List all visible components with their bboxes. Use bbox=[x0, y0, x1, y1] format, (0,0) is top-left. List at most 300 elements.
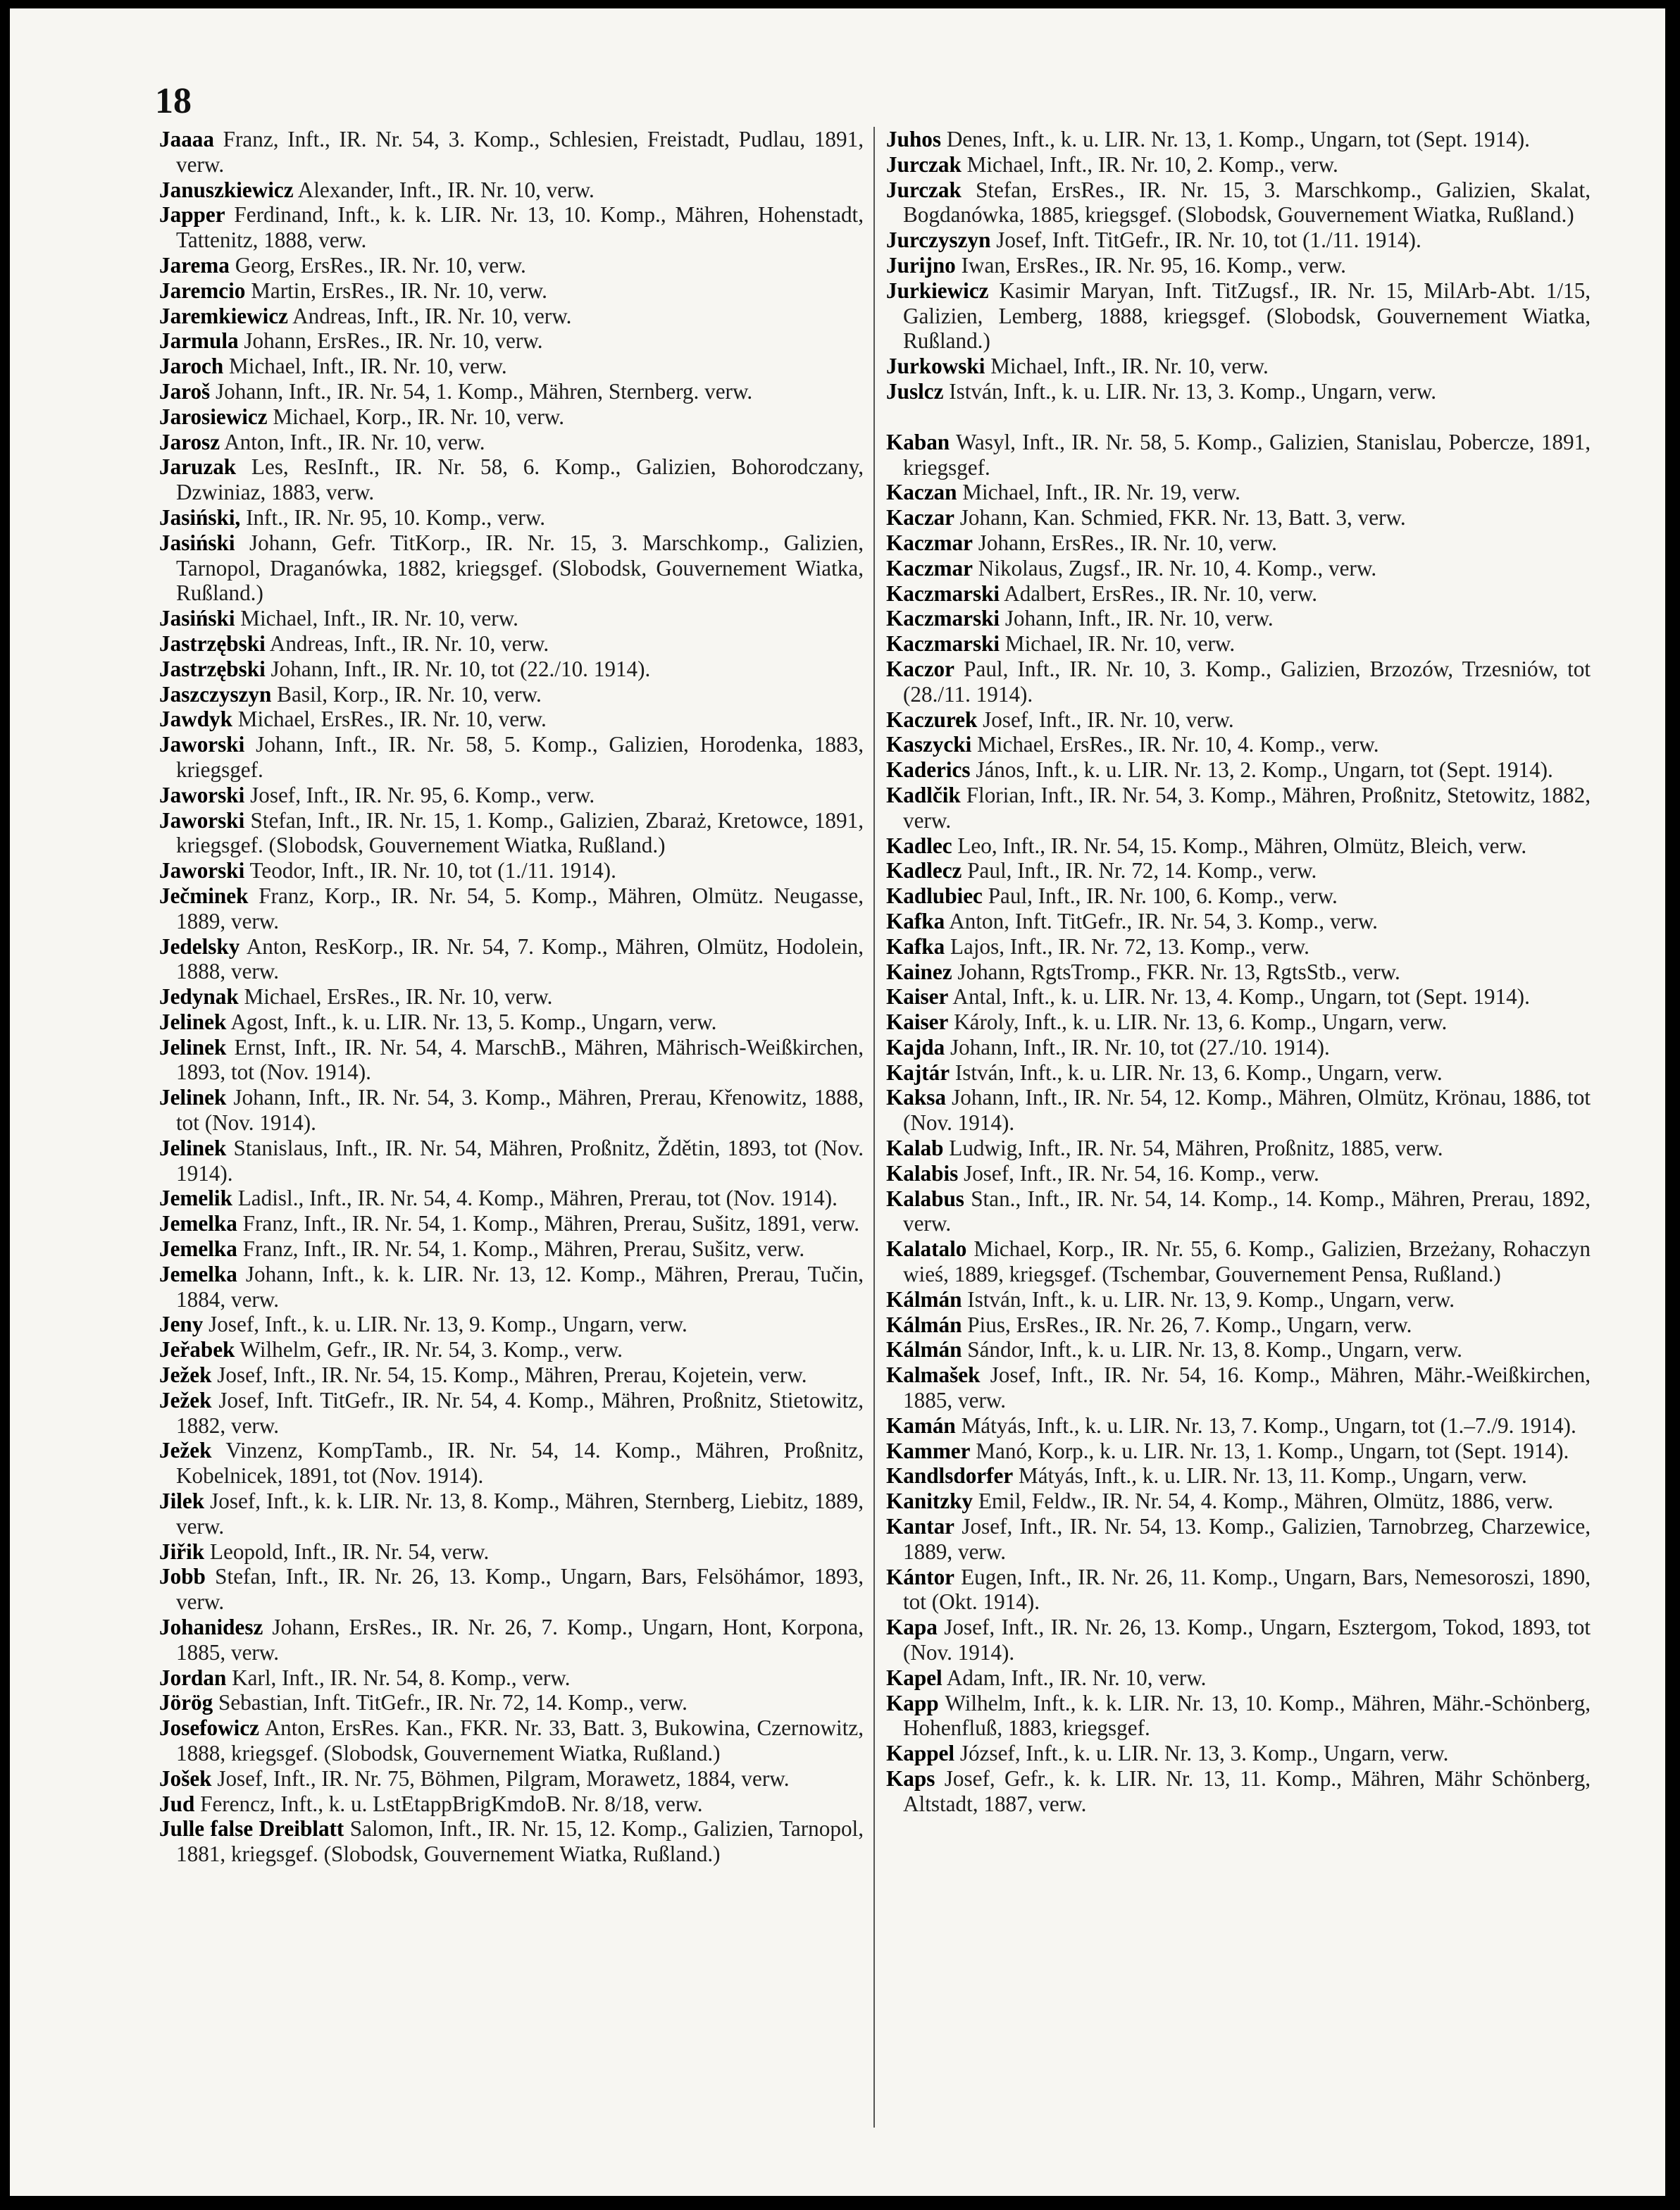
entry-details: Anton, Inft. TitGefr., IR. Nr. 54, 3. Komp., verw. bbox=[945, 908, 1378, 933]
list-entry bbox=[886, 883, 1591, 909]
entry-surname: Kainez bbox=[886, 959, 952, 984]
entry-details: Károly, Inft., k. u. LIR. Nr. 13, 6. Komp., Ungarn, verw. bbox=[948, 1010, 1448, 1035]
list-entry bbox=[886, 1665, 1591, 1691]
list-entry bbox=[159, 1615, 864, 1665]
entry-surname: Kalab bbox=[886, 1136, 944, 1161]
list-entry bbox=[886, 707, 1591, 733]
entry-details: Anton, ErsRes. Kan., FKR. Nr. 33, Batt. 3, Bukowina, Czernowitz, 1888, kriegsgef. (Slobodsk, Gouvernement Wiatka, Rußland.) bbox=[176, 1715, 864, 1765]
list-entry bbox=[159, 883, 864, 934]
entry-details: Iwan, ErsRes., IR. Nr. 95, 16. Komp., verw. bbox=[955, 252, 1346, 278]
entry-details: Michael, Inft., IR. Nr. 10, verw. bbox=[223, 354, 507, 379]
list-entry bbox=[159, 304, 864, 329]
entry-surname: Jelinek bbox=[159, 1135, 227, 1160]
entry-details: Wasyl, Inft., IR. Nr. 58, 5. Komp., Galizien, Stanislau, Pobercze, 1891, kriegsgef. bbox=[903, 429, 1591, 480]
entry-details: Ludwig, Inft., IR. Nr. 54, Mähren, Proßnitz, 1885, verw. bbox=[943, 1136, 1443, 1161]
entry-surname: Kaszycki bbox=[886, 732, 972, 757]
entry-details: Josef, Inft., k. u. LIR. Nr. 13, 9. Komp., Ungarn, verw. bbox=[203, 1312, 687, 1337]
list-entry bbox=[886, 1236, 1591, 1287]
entry-details: Josef, Inft., IR. Nr. 95, 6. Komp., verw. bbox=[244, 782, 595, 807]
entry-details: Wilhelm, Inft., k. k. LIR. Nr. 13, 10. Komp., Mähren, Mähr.-Schönberg, Hohenfluß, 1883, kriegsgef. bbox=[903, 1690, 1591, 1741]
entry-details: Johann, Inft., IR. Nr. 54, 3. Komp., Mähren, Prerau, Křenowitz, 1888, tot (Nov. 1914). bbox=[176, 1085, 864, 1136]
entry-details: Johann, ErsRes., IR. Nr. 10, verw. bbox=[238, 328, 543, 354]
list-entry bbox=[159, 1136, 864, 1186]
entry-surname: Jaworski bbox=[159, 807, 245, 833]
entry-details: Mátyás, Inft., k. u. LIR. Nr. 13, 7. Komp., Ungarn, tot (1.–7./9. 1914). bbox=[955, 1413, 1576, 1438]
list-entry bbox=[159, 1665, 864, 1691]
list-entry bbox=[886, 833, 1591, 859]
list-entry bbox=[159, 707, 864, 732]
list-entry bbox=[159, 1262, 864, 1312]
entry-surname: Jedynak bbox=[159, 984, 239, 1010]
entry-surname: Jud bbox=[159, 1791, 195, 1816]
list-entry bbox=[886, 732, 1591, 757]
list-entry bbox=[159, 1337, 864, 1362]
list-entry bbox=[159, 934, 864, 985]
list-entry bbox=[886, 1514, 1591, 1565]
entry-surname: Jordan bbox=[159, 1665, 227, 1690]
document-page bbox=[10, 8, 1665, 2196]
list-entry bbox=[886, 127, 1591, 152]
entry-surname: Kammer bbox=[886, 1438, 971, 1463]
list-entry bbox=[159, 278, 864, 304]
entry-surname: Jurkowski bbox=[886, 354, 985, 379]
entry-surname: Jemelka bbox=[159, 1236, 237, 1262]
entry-surname: Kaczan bbox=[886, 480, 957, 505]
entry-details: Karl, Inft., IR. Nr. 54, 8. Komp., verw. bbox=[226, 1665, 571, 1690]
list-entry bbox=[886, 152, 1591, 178]
entry-surname: Jarosz bbox=[159, 429, 220, 454]
entry-details: Michael, Inft., IR. Nr. 19, verw. bbox=[957, 480, 1240, 505]
entry-details: Paul, Inft., IR. Nr. 10, 3. Komp., Galizien, Brzozów, Trzesniów, tot (28./11. 1914). bbox=[903, 656, 1591, 707]
entry-details: Emil, Feldw., IR. Nr. 54, 4. Komp., Mähren, Olmütz, 1886, verw. bbox=[973, 1489, 1554, 1514]
entry-surname: Kadlubiec bbox=[886, 883, 983, 909]
entry-details: Josef, Inft., IR. Nr. 75, Böhmen, Pilgram, Morawetz, 1884, verw. bbox=[211, 1765, 790, 1791]
entry-details: Franz, Korp., IR. Nr. 54, 5. Komp., Mähren, Olmütz. Neugasse, 1889, verw. bbox=[176, 883, 864, 933]
list-entry bbox=[886, 909, 1591, 934]
page-number: 18 bbox=[155, 81, 192, 121]
entry-surname: Jaremkiewicz bbox=[159, 303, 289, 328]
list-entry bbox=[886, 757, 1591, 783]
entry-details: Andreas, Inft., IR. Nr. 10, verw. bbox=[265, 631, 549, 656]
entry-details: Josef, Inft., IR. Nr. 10, verw. bbox=[977, 707, 1234, 732]
entry-surname: Kaczmarski bbox=[886, 631, 1000, 657]
entry-details: Ladisl., Inft., IR. Nr. 54, 4. Komp., Mähren, Prerau, tot (Nov. 1914). bbox=[232, 1186, 838, 1211]
entry-details: Michael, IR. Nr. 10, verw. bbox=[1000, 631, 1236, 657]
entry-surname: Jasiński bbox=[159, 606, 235, 631]
list-entry bbox=[159, 530, 864, 606]
list-entry bbox=[159, 1211, 864, 1236]
list-entry bbox=[886, 657, 1591, 707]
list-entry bbox=[886, 1035, 1591, 1060]
entry-details: Josef, Inft., IR. Nr. 26, 13. Komp., Ungarn, Esztergom, Tokod, 1893, tot (Nov. 1914). bbox=[903, 1615, 1591, 1665]
list-entry bbox=[886, 1085, 1591, 1136]
entry-surname: Jaroch bbox=[159, 354, 224, 379]
right-column bbox=[886, 127, 1591, 1817]
entry-details: Antal, Inft., k. u. LIR. Nr. 13, 4. Komp., Ungarn, tot (Sept. 1914). bbox=[948, 984, 1530, 1010]
entry-details: Michael, Korp., IR. Nr. 55, 6. Komp., Galizien, Brzeżany, Rohaczyn wieś, 1889, kriegsgef. (Tschembar, Gouvernement Pensa, Rußland.) bbox=[903, 1236, 1591, 1287]
entry-surname: Kapa bbox=[886, 1615, 938, 1640]
list-entry bbox=[159, 984, 864, 1010]
entry-details: Leopold, Inft., IR. Nr. 54, verw. bbox=[204, 1539, 490, 1564]
entry-surname: Januszkiewicz bbox=[159, 177, 294, 202]
list-entry bbox=[886, 1312, 1591, 1338]
list-entry bbox=[159, 1690, 864, 1715]
list-entry bbox=[159, 1816, 864, 1867]
entry-details: Michael, Korp., IR. Nr. 10, verw. bbox=[267, 404, 565, 429]
section-gap bbox=[886, 404, 1591, 430]
entry-surname: Kaczar bbox=[886, 505, 954, 530]
list-entry bbox=[159, 127, 864, 178]
entry-details: Franz, Inft., IR. Nr. 54, 1. Komp., Mähren, Prerau, Sušitz, 1891, verw. bbox=[237, 1211, 860, 1236]
list-entry bbox=[886, 354, 1591, 379]
entry-surname: Jurijno bbox=[886, 252, 956, 278]
list-entry bbox=[886, 505, 1591, 530]
entry-details: Lajos, Inft., IR. Nr. 72, 13. Komp., verw. bbox=[945, 933, 1309, 959]
entry-surname: Kálmán bbox=[886, 1286, 962, 1312]
entry-surname: Kappel bbox=[886, 1741, 955, 1766]
entry-details: Johann, Inft., IR. Nr. 54, 12. Komp., Mähren, Olmütz, Krönau, 1886, tot (Nov. 1914). bbox=[903, 1085, 1591, 1136]
entry-surname: Jaaaa bbox=[159, 127, 214, 151]
entry-surname: Jobb bbox=[159, 1564, 206, 1589]
entry-surname: Josefowicz bbox=[159, 1715, 260, 1741]
entry-details: Kasimir Maryan, Inft. TitZugsf., IR. Nr. 15, MilArb-Abt. 1/15, Galizien, Lemberg, 1888, kriegsgef. (Slobodsk, Gouvernement Wiatka, Rußland.) bbox=[903, 278, 1591, 354]
list-entry bbox=[886, 1010, 1591, 1035]
entry-surname: Kántor bbox=[886, 1564, 955, 1589]
entry-details: János, Inft., k. u. LIR. Nr. 13, 2. Komp., Ungarn, tot (Sept. 1914). bbox=[970, 757, 1553, 783]
list-entry bbox=[886, 1741, 1591, 1766]
entry-surname: Kalabis bbox=[886, 1160, 959, 1186]
entry-surname: Jurkiewicz bbox=[886, 278, 989, 303]
entry-details: Martin, ErsRes., IR. Nr. 10, verw. bbox=[245, 278, 547, 303]
entry-surname: Jemelka bbox=[159, 1261, 237, 1286]
list-entry bbox=[159, 1792, 864, 1817]
entry-details: Johann, ErsRes., IR. Nr. 10, verw. bbox=[972, 530, 1277, 555]
entry-surname: Kapp bbox=[886, 1690, 939, 1715]
entry-details: Johann, Inft., IR. Nr. 54, 1. Komp., Mähren, Sternberg. verw. bbox=[210, 378, 753, 404]
entry-surname: Jaworski bbox=[159, 732, 245, 757]
entry-details: Eugen, Inft., IR. Nr. 26, 11. Komp., Ungarn, Bars, Nemesoroszi, 1890, tot (Okt. 1914). bbox=[903, 1564, 1591, 1615]
entry-details: Johann, RgtsTromp., FKR. Nr. 13, RgtsStb., verw. bbox=[952, 959, 1400, 984]
entry-surname: Jemelik bbox=[159, 1186, 232, 1211]
entry-details: Georg, ErsRes., IR. Nr. 10, verw. bbox=[229, 252, 526, 278]
entry-surname: Kanitzky bbox=[886, 1489, 973, 1514]
entry-surname: Jemelka bbox=[159, 1211, 237, 1236]
entry-details: Stefan, Inft., IR. Nr. 15, 1. Komp., Galizien, Zbaraż, Kretowce, 1891, kriegsgef. (Slobodsk, Gouvernement Wiatka, Rußland.) bbox=[176, 807, 864, 858]
entry-surname: Jurczyszyn bbox=[886, 228, 991, 253]
list-entry bbox=[886, 1439, 1591, 1464]
entry-surname: Kadlec bbox=[886, 833, 952, 858]
list-entry bbox=[886, 480, 1591, 505]
entry-details: Teodor, Inft., IR. Nr. 10, tot (1./11. 1914). bbox=[244, 858, 616, 883]
entry-surname: Kaderics bbox=[886, 757, 971, 783]
list-entry bbox=[886, 178, 1591, 228]
list-entry bbox=[159, 732, 864, 783]
entry-surname: Jarosiewicz bbox=[159, 404, 268, 429]
list-entry bbox=[886, 1691, 1591, 1742]
entry-surname: Ježek bbox=[159, 1387, 212, 1413]
entry-details: Stefan, ErsRes., IR. Nr. 15, 3. Marschkomp., Galizien, Skalat, Bogdanówka, 1885, kriegsgef. (Slobodsk, Gouvernement Wiatka, Rußland.) bbox=[903, 177, 1591, 228]
entry-surname: Jurczak bbox=[886, 151, 962, 177]
list-entry bbox=[159, 202, 864, 253]
entry-details: Nikolaus, Zugsf., IR. Nr. 10, 4. Komp., verw. bbox=[972, 555, 1377, 581]
entry-surname: Ječminek bbox=[159, 883, 249, 908]
list-entry bbox=[159, 1236, 864, 1262]
entry-surname: Jeřabek bbox=[159, 1337, 235, 1362]
list-entry bbox=[159, 253, 864, 278]
entry-details: Johann, Inft., IR. Nr. 10, tot (27./10. 1914). bbox=[945, 1034, 1330, 1060]
list-entry bbox=[159, 354, 864, 379]
entry-details: Ferencz, Inft., k. u. LstEtappBrigKmdoB. Nr. 8/18, verw. bbox=[194, 1791, 703, 1816]
list-entry bbox=[886, 934, 1591, 960]
entry-details: Johann, Kan. Schmied, FKR. Nr. 13, Batt. 3, verw. bbox=[954, 505, 1406, 530]
list-entry bbox=[159, 1010, 864, 1035]
entry-details: Michael, ErsRes., IR. Nr. 10, verw. bbox=[238, 984, 553, 1010]
entry-surname: Kafka bbox=[886, 908, 945, 933]
list-entry bbox=[886, 1136, 1591, 1161]
entry-surname: Jörög bbox=[159, 1690, 213, 1715]
entry-surname: Kalabus bbox=[886, 1186, 964, 1211]
list-entry bbox=[159, 1539, 864, 1565]
column-divider bbox=[873, 127, 875, 2128]
list-entry bbox=[886, 783, 1591, 833]
entry-surname: Jošek bbox=[159, 1765, 212, 1791]
list-entry bbox=[886, 1337, 1591, 1362]
entry-surname: Kálmán bbox=[886, 1337, 962, 1362]
entry-details: Andreas, Inft., IR. Nr. 10, verw. bbox=[288, 303, 572, 328]
list-entry bbox=[886, 430, 1591, 480]
left-column bbox=[159, 127, 864, 1867]
entry-surname: Jaruzak bbox=[159, 454, 237, 480]
list-entry bbox=[159, 1186, 864, 1211]
entry-surname: Kalatalo bbox=[886, 1236, 967, 1262]
list-entry bbox=[159, 178, 864, 203]
entry-surname: Jurczak bbox=[886, 177, 962, 202]
list-entry bbox=[886, 1161, 1591, 1186]
entry-surname: Jaworski bbox=[159, 858, 245, 883]
entry-details: István, Inft., k. u. LIR. Nr. 13, 6. Komp., Ungarn, verw. bbox=[950, 1060, 1443, 1085]
list-entry bbox=[886, 1565, 1591, 1615]
entry-surname: Kandlsdorfer bbox=[886, 1463, 1014, 1489]
entry-surname: Jarema bbox=[159, 252, 230, 278]
entry-surname: Kaczmar bbox=[886, 530, 973, 555]
entry-surname: Johanidesz bbox=[159, 1615, 263, 1640]
entry-surname: Kaczmar bbox=[886, 555, 973, 581]
entry-details: Paul, Inft., IR. Nr. 72, 14. Komp., verw. bbox=[962, 858, 1317, 883]
entry-surname: Kadlčik bbox=[886, 782, 961, 807]
list-entry bbox=[886, 1463, 1591, 1489]
list-entry bbox=[886, 253, 1591, 278]
entry-surname: Jastrzębski bbox=[159, 631, 266, 656]
entry-details: Sándor, Inft., k. u. LIR. Nr. 13, 8. Komp., Ungarn, verw. bbox=[962, 1337, 1462, 1362]
entry-surname: Kaczmarski bbox=[886, 606, 1000, 631]
entry-details: Ernst, Inft., IR. Nr. 54, 4. MarschB., Mähren, Mährisch-Weißkirchen, 1893, tot (Nov. 1914). bbox=[176, 1034, 864, 1085]
entry-details: Florian, Inft., IR. Nr. 54, 3. Komp., Mähren, Proßnitz, Stetowitz, 1882, verw. bbox=[903, 782, 1591, 833]
entry-details: Michael, Inft., IR. Nr. 10, verw. bbox=[985, 354, 1269, 379]
entry-surname: Kajtár bbox=[886, 1060, 950, 1085]
list-entry bbox=[886, 556, 1591, 581]
list-entry bbox=[886, 960, 1591, 985]
entry-details: Josef, Gefr., k. k. LIR. Nr. 13, 11. Komp., Mähren, Mähr Schönberg, Altstadt, 1887, verw. bbox=[903, 1766, 1591, 1816]
entry-surname: Kaps bbox=[886, 1766, 935, 1791]
list-entry bbox=[159, 1085, 864, 1136]
list-entry bbox=[886, 1362, 1591, 1413]
entry-details: István, Inft., k. u. LIR. Nr. 13, 3. Komp., Ungarn, verw. bbox=[943, 378, 1437, 404]
entry-surname: Kapel bbox=[886, 1665, 942, 1690]
list-entry bbox=[159, 808, 864, 859]
entry-surname: Jelinek bbox=[159, 1034, 227, 1060]
entry-surname: Ježek bbox=[159, 1438, 212, 1463]
entry-details: Josef, Inft., IR. Nr. 54, 16. Komp., Mähren, Mähr.-Weißkirchen, 1885, verw. bbox=[903, 1362, 1591, 1413]
entry-details: Anton, Inft., IR. Nr. 10, verw. bbox=[220, 429, 485, 454]
entry-surname: Kaban bbox=[886, 429, 950, 454]
entry-surname: Jeny bbox=[159, 1312, 204, 1337]
entry-details: Anton, ResKorp., IR. Nr. 54, 7. Komp., Mähren, Olmütz, Hodolein, 1888, verw. bbox=[176, 933, 864, 984]
entry-surname: Julle false Dreiblatt bbox=[159, 1816, 344, 1842]
entry-details: Michael, ErsRes., IR. Nr. 10, 4. Komp., verw. bbox=[971, 732, 1379, 757]
list-entry bbox=[886, 1060, 1591, 1086]
entry-details: Johann, Inft., IR. Nr. 10, tot (22./10. 1914). bbox=[265, 656, 651, 681]
entry-surname: Jiřik bbox=[159, 1539, 205, 1564]
list-entry bbox=[886, 530, 1591, 556]
list-entry bbox=[159, 328, 864, 354]
entry-surname: Kantar bbox=[886, 1514, 955, 1539]
entry-details: Paul, Inft., IR. Nr. 100, 6. Komp., verw. bbox=[982, 883, 1338, 909]
entry-surname: Kaczor bbox=[886, 656, 954, 681]
list-entry bbox=[886, 1489, 1591, 1514]
list-entry bbox=[159, 1766, 864, 1792]
entry-details: Michael, Inft., IR. Nr. 10, verw. bbox=[235, 606, 518, 631]
entry-details: Josef, Inft. TitGefr., IR. Nr. 10, tot (1./11. 1914). bbox=[990, 228, 1421, 253]
entry-surname: Kajda bbox=[886, 1034, 945, 1060]
entry-details: Alexander, Inft., IR. Nr. 10, verw. bbox=[293, 177, 595, 202]
entry-details: Michael, ErsRes., IR. Nr. 10, verw. bbox=[232, 707, 547, 732]
entry-details: Josef, Inft., k. k. LIR. Nr. 13, 8. Komp., Mähren, Sternberg, Liebitz, 1889, verw. bbox=[176, 1489, 864, 1539]
list-entry bbox=[886, 228, 1591, 253]
entry-details: Pius, ErsRes., IR. Nr. 26, 7. Komp., Ungarn, verw. bbox=[962, 1312, 1412, 1337]
entry-details: Adam, Inft., IR. Nr. 10, verw. bbox=[942, 1665, 1207, 1690]
list-entry bbox=[159, 379, 864, 404]
entry-details: Denes, Inft., k. u. LIR. Nr. 13, 1. Komp., Ungarn, tot (Sept. 1914). bbox=[941, 127, 1530, 151]
list-entry bbox=[159, 404, 864, 430]
entry-surname: Jaszczyszyn bbox=[159, 681, 272, 707]
entry-details: Adalbert, ErsRes., IR. Nr. 10, verw. bbox=[1000, 581, 1318, 606]
list-entry bbox=[886, 581, 1591, 607]
entry-surname: Jaroš bbox=[159, 378, 211, 404]
entry-details: Josef, Inft., IR. Nr. 54, 15. Komp., Mähren, Prerau, Kojetein, verw. bbox=[211, 1362, 807, 1388]
list-entry bbox=[886, 1615, 1591, 1665]
list-entry bbox=[159, 631, 864, 657]
entry-details: Leo, Inft., IR. Nr. 54, 15. Komp., Mähren, Olmütz, Bleich, verw. bbox=[952, 833, 1527, 858]
entry-surname: Jaworski bbox=[159, 782, 245, 807]
entry-surname: Kafka bbox=[886, 933, 945, 959]
list-entry bbox=[159, 1564, 864, 1615]
entry-details: Josef, Inft., IR. Nr. 54, 13. Komp., Galizien, Tarnobrzeg, Charzewice, 1889, verw. bbox=[903, 1514, 1591, 1564]
entry-details: Stan., Inft., IR. Nr. 54, 14. Komp., 14. Komp., Mähren, Prerau, 1892, verw. bbox=[903, 1186, 1591, 1236]
entry-details: Mátyás, Inft., k. u. LIR. Nr. 13, 11. Komp., Ungarn, verw. bbox=[1013, 1463, 1527, 1489]
list-entry bbox=[159, 1388, 864, 1439]
list-entry bbox=[159, 1035, 864, 1086]
entry-surname: Kaczmarski bbox=[886, 581, 1000, 606]
entry-surname: Jasiński, bbox=[159, 504, 241, 530]
entry-details: Manó, Korp., k. u. LIR. Nr. 13, 1. Komp., Ungarn, tot (Sept. 1914). bbox=[970, 1438, 1569, 1463]
entry-details: Vinzenz, KompTamb., IR. Nr. 54, 14. Komp., Mähren, Proßnitz, Kobelnicek, 1891, tot (Nov. 1914). bbox=[176, 1438, 864, 1489]
entry-surname: Kálmán bbox=[886, 1312, 962, 1337]
list-entry bbox=[886, 1413, 1591, 1439]
entry-details: Michael, Inft., IR. Nr. 10, 2. Komp., verw. bbox=[961, 151, 1338, 177]
entry-details: Les, ResInft., IR. Nr. 58, 6. Komp., Galizien, Bohorodczany, Dzwiniaz, 1883, verw. bbox=[176, 454, 864, 505]
entry-details: József, Inft., k. u. LIR. Nr. 13, 3. Komp., Ungarn, verw. bbox=[954, 1741, 1449, 1766]
list-entry bbox=[886, 1287, 1591, 1312]
entry-surname: Jelinek bbox=[159, 1085, 227, 1110]
list-entry bbox=[159, 1489, 864, 1539]
list-entry bbox=[159, 505, 864, 530]
entry-details: Franz, Inft., IR. Nr. 54, 1. Komp., Mähren, Prerau, Sušitz, verw. bbox=[237, 1236, 805, 1262]
entry-details: Franz, Inft., IR. Nr. 54, 3. Komp., Schlesien, Freistadt, Pudlau, 1891, verw. bbox=[176, 127, 864, 177]
list-entry bbox=[159, 430, 864, 455]
list-entry bbox=[886, 379, 1591, 404]
entry-details: Sebastian, Inft. TitGefr., IR. Nr. 72, 14. Komp., verw. bbox=[213, 1690, 687, 1715]
entry-details: Basil, Korp., IR. Nr. 10, verw. bbox=[271, 681, 542, 707]
entry-surname: Jelinek bbox=[159, 1009, 227, 1034]
entry-details: Johann, Inft., k. k. LIR. Nr. 13, 12. Komp., Mähren, Prerau, Tučin, 1884, verw. bbox=[176, 1261, 864, 1312]
list-entry bbox=[159, 1438, 864, 1489]
entry-details: Stanislaus, Inft., IR. Nr. 54, Mähren, Proßnitz, Ždětin, 1893, tot (Nov. 1914). bbox=[176, 1135, 864, 1186]
entry-surname: Kaczurek bbox=[886, 707, 978, 732]
entry-details: Inft., IR. Nr. 95, 10. Komp., verw. bbox=[240, 504, 546, 530]
entry-surname: Jastrzębski bbox=[159, 656, 266, 681]
entry-surname: Jawdyk bbox=[159, 707, 232, 732]
entry-details: Johann, Gefr. TitKorp., IR. Nr. 15, 3. Marschkomp., Galizien, Tarnopol, Draganówka, 1882, kriegsgef. (Slobodsk, Gouvernement Wiatka, Rußland.) bbox=[176, 530, 864, 606]
list-entry bbox=[159, 1312, 864, 1337]
entry-surname: Kadlecz bbox=[886, 858, 962, 883]
entry-details: Johann, Inft., IR. Nr. 10, verw. bbox=[1000, 606, 1274, 631]
entry-details: Josef, Inft. TitGefr., IR. Nr. 54, 4. Komp., Mähren, Proßnitz, Stietowitz, 1882, verw. bbox=[176, 1387, 864, 1438]
entry-surname: Ježek bbox=[159, 1362, 212, 1388]
entry-surname: Jasiński bbox=[159, 530, 235, 555]
entry-surname: Kaiser bbox=[886, 984, 949, 1010]
entry-surname: Juslcz bbox=[886, 378, 944, 404]
list-entry bbox=[886, 1766, 1591, 1817]
entry-surname: Kaiser bbox=[886, 1010, 949, 1035]
list-entry bbox=[886, 858, 1591, 883]
list-entry bbox=[159, 682, 864, 707]
entry-surname: Kalmašek bbox=[886, 1362, 981, 1388]
list-entry bbox=[886, 278, 1591, 354]
list-entry bbox=[886, 984, 1591, 1010]
list-entry bbox=[159, 454, 864, 505]
entry-details: István, Inft., k. u. LIR. Nr. 13, 9. Komp., Ungarn, verw. bbox=[962, 1286, 1455, 1312]
entry-details: Stefan, Inft., IR. Nr. 26, 13. Komp., Ungarn, Bars, Felsöhámor, 1893, verw. bbox=[176, 1564, 864, 1615]
list-entry bbox=[886, 1186, 1591, 1237]
entry-surname: Jarmula bbox=[159, 328, 239, 354]
entry-surname: Jedelsky bbox=[159, 933, 240, 959]
entry-details: Ferdinand, Inft., k. k. LIR. Nr. 13, 10. Komp., Mähren, Hohenstadt, Tattenitz, 1888, verw. bbox=[176, 202, 864, 253]
list-entry bbox=[159, 783, 864, 808]
entry-details: Salomon, Inft., IR. Nr. 15, 12. Komp., Galizien, Tarnopol, 1881, kriegsgef. (Slobodsk, Gouvernement Wiatka, Rußland.) bbox=[176, 1816, 864, 1867]
list-entry bbox=[886, 631, 1591, 657]
list-entry bbox=[159, 1362, 864, 1388]
list-entry bbox=[159, 858, 864, 883]
list-entry bbox=[886, 606, 1591, 631]
entry-details: Johann, ErsRes., IR. Nr. 26, 7. Komp., Ungarn, Hont, Korpona, 1885, verw. bbox=[176, 1615, 864, 1665]
list-entry bbox=[159, 1715, 864, 1766]
entry-surname: Juhos bbox=[886, 127, 942, 151]
entry-details: Agost, Inft., k. u. LIR. Nr. 13, 5. Komp., Ungarn, verw. bbox=[226, 1009, 717, 1034]
entry-details: Johann, Inft., IR. Nr. 58, 5. Komp., Galizien, Horodenka, 1883, kriegsgef. bbox=[176, 732, 864, 782]
entry-details: Wilhelm, Gefr., IR. Nr. 54, 3. Komp., verw. bbox=[235, 1337, 623, 1362]
entry-surname: Kamán bbox=[886, 1413, 956, 1438]
entry-surname: Jaremcio bbox=[159, 278, 246, 303]
